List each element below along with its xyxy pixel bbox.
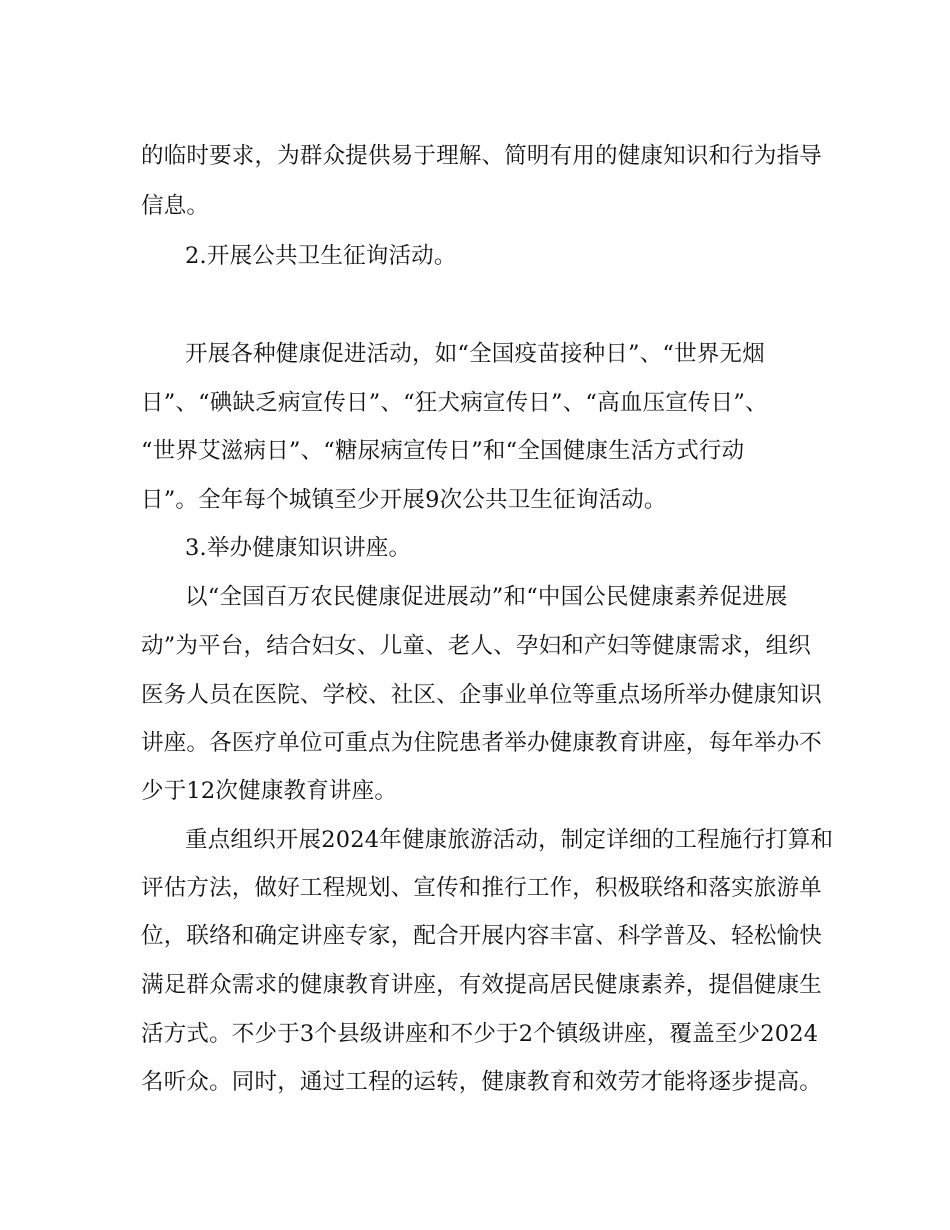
text-line: “世界艾滋病日”、“糖尿病宣传日”和“全国健康生活方式行动 <box>141 438 745 464</box>
text-line: 日”、“碘缺乏病宣传日”、“狂犬病宣传日”、“高血压宣传日”、 <box>141 390 768 416</box>
text-line: 重点组织开展2024年健康旅游活动，制定详细的工程施行打算和 <box>185 827 834 853</box>
text-line: 日”。全年每个城镇至少开展9次公共卫生征询活动。 <box>141 487 667 513</box>
text-line: 信息。 <box>141 193 210 219</box>
text-line: 以“全国百万农民健康促进展动”和“中国公民健康素养促进展 <box>185 584 788 610</box>
text-line: 评估方法，做好工程规划、宣传和推行工作，积极联络和落实旅游单 <box>141 875 823 901</box>
text-line: 名听众。同时，通过工程的运转，健康教育和效劳才能将逐步提高。 <box>141 1069 823 1095</box>
section-heading: 3.举办健康知识讲座。 <box>185 535 412 561</box>
text-line: 位，联络和确定讲座专家，配合开展内容丰富、科学普及、轻松愉快 <box>141 923 823 949</box>
text-line: 动”为平台，结合妇女、儿童、老人、孕妇和产妇等健康需求，组织 <box>141 633 812 659</box>
text-line: 满足群众需求的健康教育讲座，有效提高居民健康素养，提倡健康生 <box>141 972 823 998</box>
text-line: 的临时要求，为群众提供易于理解、简明有用的健康知识和行为指导 <box>141 143 823 169</box>
text-line: 讲座。各医疗单位可重点为住院患者举办健康教育讲座，每年举办不 <box>141 730 823 756</box>
text-line: 开展各种健康促进活动，如“全国疫苗接种日”、“世界无烟 <box>185 341 765 367</box>
text-line: 医务人员在医院、学校、社区、企事业单位等重点场所举办健康知识 <box>141 682 823 708</box>
text-line: 少于12次健康教育讲座。 <box>141 778 398 804</box>
section-heading: 2.开展公共卫生征询活动。 <box>185 243 457 269</box>
text-line: 活方式。不少于3个县级讲座和不少于2个镇级讲座，覆盖至少2024 <box>141 1021 819 1047</box>
